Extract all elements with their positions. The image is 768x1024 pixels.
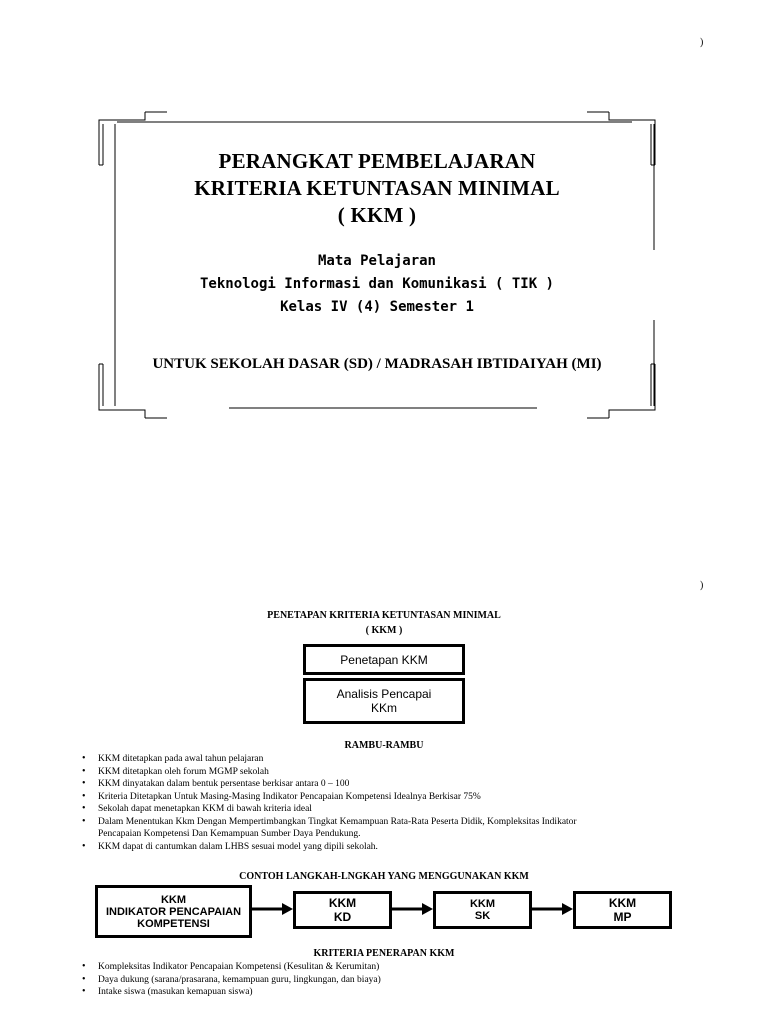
class-semester: Kelas IV (4) Semester 1 [280, 299, 474, 315]
rambu-heading: RAMBU-RAMBU [344, 740, 424, 751]
list-item: • KKM ditetapkan pada awal tahun pelajaran [82, 753, 577, 766]
list-item: • KKM dinyatakan dalam bentuk persentase berkisar antara 0 – 100 [82, 778, 577, 791]
flow-box-mp [573, 891, 672, 929]
cover-title-line-1: PERANGKAT PEMBELAJARAN [218, 149, 536, 173]
flow-indikator-line-2: INDIKATOR PENCAPAIAN [105, 905, 242, 918]
arrow-right-icon [392, 902, 434, 916]
analisis-line-2: KKm [370, 701, 397, 715]
list-item: • KKM ditetapkan oleh forum MGMP sekolah [82, 766, 577, 779]
kriteria-list [82, 961, 381, 999]
flow-box-kd [293, 891, 392, 929]
page-mark-top: ) [700, 37, 704, 48]
kriteria-heading: KRITERIA PENERAPAN KKM [313, 948, 455, 959]
arrow-right-icon [532, 902, 574, 916]
contoh-heading: CONTOH LANGKAH-LNGKAH YANG MENGGUNAKAN KKM [239, 871, 529, 882]
flow-kd-line-2: KD [333, 910, 352, 924]
list-item-line-1: • Dalam Menentukan Kkm Dengan Mempertimbangkan Tingkat Kemampuan Rata-Rata Peserta Didik, Kompleksitas Indikator [98, 816, 577, 827]
analisis-line-1: Analisis Pencapai [336, 687, 432, 701]
flow-mp-line-2: MP [613, 910, 632, 924]
flow-indikator-line-1: KKM [160, 893, 187, 906]
subject-name: Teknologi Informasi dan Komunikasi ( TIK ) [199, 276, 554, 292]
list-item: • Intake siswa (masukan kemapuan siswa) [82, 986, 381, 999]
list-item: • Kriteria Ditetapkan Untuk Masing-Masing Indikator Pencapaian Kompetensi Idealnya Berkisar 75% [82, 791, 577, 804]
penetapan-heading: PENETAPAN KRITERIA KETUNTASAN MINIMAL [267, 610, 501, 621]
list-item [82, 816, 577, 841]
flow-box-indikator [95, 885, 252, 938]
list-item: • Kompleksitas Indikator Pencapaian Kompetensi (Kesulitan & Kerumitan) [82, 961, 381, 974]
page-mark-middle: ) [700, 580, 704, 591]
cover-frame [97, 110, 657, 420]
flow-sk-line-1: KKM [469, 898, 496, 910]
list-item-line-2: Pencapaian Kompetensi Dan Kemampuan Sumber Daya Pendukung. [98, 829, 361, 839]
penetapan-kkm-label: Penetapan KKM [340, 652, 428, 667]
flow-box-sk [433, 891, 532, 929]
flow-mp-line-1: KKM [608, 896, 637, 910]
subject-label: Mata Pelajaran [317, 253, 436, 269]
arrow-right-icon [252, 902, 294, 916]
list-item: • KKM dapat di cantumkan dalam LHBS sesuai model yang dipili sekolah. [82, 841, 577, 854]
school-level: UNTUK SEKOLAH DASAR (SD) / MADRASAH IBTIDAIYAH (MI) [152, 356, 602, 372]
cover-title-line-2: KRITERIA KETUNTASAN MINIMAL [194, 176, 560, 200]
penetapan-heading-sub: ( KKM ) [365, 625, 403, 636]
list-item: • Daya dukung (sarana/prasarana, kemampuan guru, lingkungan, dan biaya) [82, 974, 381, 987]
list-item: • Sekolah dapat menetapkan KKM di bawah kriteria ideal [82, 803, 577, 816]
rambu-list [82, 753, 577, 853]
flow-indikator-line-3: KOMPETENSI [137, 917, 210, 930]
cover-title-line-3: ( KKM ) [337, 203, 417, 227]
analisis-pencapai-box [303, 678, 465, 724]
flow-kd-line-1: KKM [328, 896, 357, 910]
penetapan-kkm-box [303, 644, 465, 675]
flow-sk-line-2: SK [474, 910, 491, 922]
